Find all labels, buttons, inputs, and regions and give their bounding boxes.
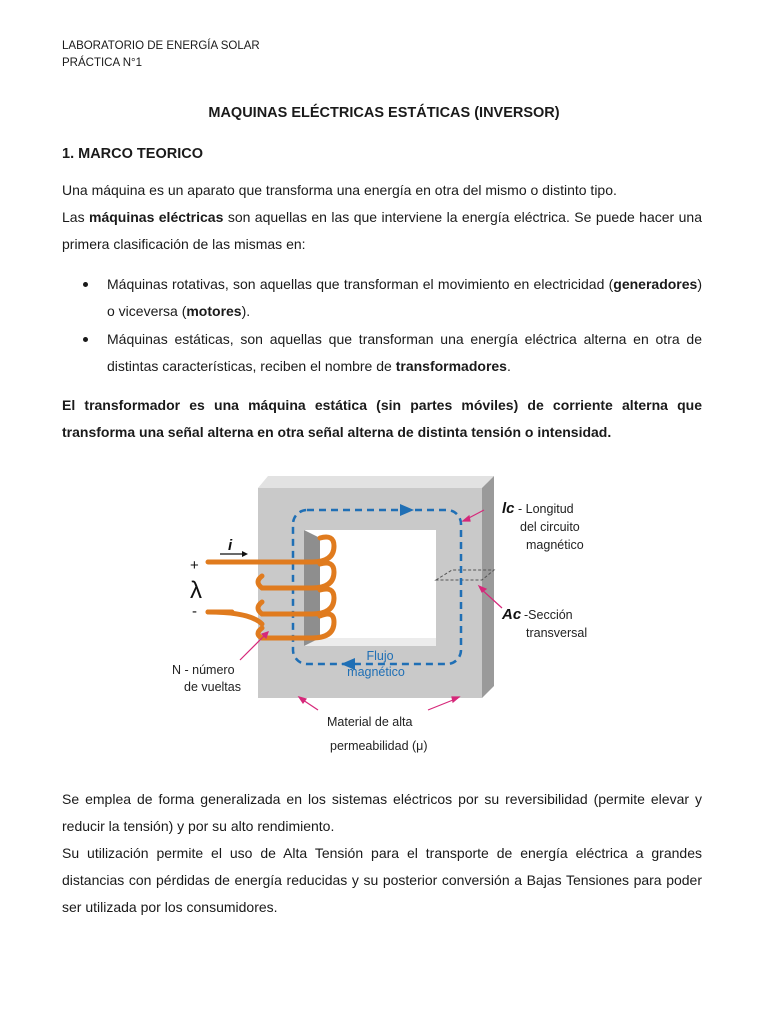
material-label-line-2: permeabilidad (μ) [330, 739, 428, 753]
closing-text [62, 786, 702, 921]
bullet-text: ). [241, 303, 251, 319]
section-heading: 1. MARCO TEORICO [62, 146, 203, 162]
lambda-symbol: λ [190, 577, 202, 604]
ac-label-line-2: transversal [526, 626, 588, 640]
document-header [62, 38, 260, 72]
flux-label-line-1: Flujo [366, 649, 394, 663]
header-practice: PRÁCTICA N°1 [62, 57, 143, 69]
current-symbol: i [228, 537, 233, 554]
ac-label-line-1: -Sección [524, 608, 573, 622]
list-item [62, 271, 702, 325]
closing-paragraph-2: Su utilización permite el uso de Alta Tensión para el transporte de energía eléctrica a grandes distancias con pérdidas de energía reducidas y su posterior conversión a Bajas Tensiones para poder ser utilizada por los consumidores. [62, 845, 702, 915]
intro-text-a: Las [62, 209, 89, 225]
list-item [62, 326, 702, 380]
intro-text-c: son aquellas en las que interviene la energía eléctrica. Se puede hacer una primera clasificación de las mismas en: [62, 209, 702, 252]
lc-label-line-3: magnético [526, 538, 584, 552]
lc-label-line-1: - Longitud [518, 502, 574, 516]
bullet-text: . [506, 358, 511, 374]
intro-paragraph-1: Una máquina es un aparato que transforma una energía en otra del mismo o distinto tipo. [62, 182, 617, 198]
bullet-icon [83, 337, 88, 342]
intro-text-bold: máquinas eléctricas [89, 209, 224, 225]
material-label-line-1: Material de alta [327, 715, 413, 729]
transformer-diagram [170, 470, 600, 760]
ac-symbol: Ac [502, 606, 522, 623]
intro-text [62, 177, 702, 258]
machine-types-list [62, 271, 702, 381]
plus-terminal: + [190, 557, 199, 574]
header-lab: LABORATORIO DE ENERGÍA SOLAR [62, 40, 260, 52]
bullet-bold: transformadores [395, 358, 507, 374]
core-side-face [482, 476, 494, 698]
bullet-text: Máquinas estáticas, son aquellas que transforman una energía eléctrica alterna en otra de distintas características, reciben el nombre de [107, 331, 702, 374]
bullet-bold: generadores [613, 276, 698, 292]
page-title: MAQUINAS ELÉCTRICAS ESTÁTICAS (INVERSOR) [208, 105, 560, 121]
bullet-icon [83, 282, 88, 287]
core-window [320, 538, 436, 638]
intro-paragraph-2 [62, 204, 702, 258]
bullet-bold: motores [186, 303, 242, 319]
flux-label-line-2: magnético [347, 665, 405, 679]
transformer-definition: El transformador es una máquina estática (sin partes móviles) de corriente alterna que transforma una señal alterna en otra señal alterna de distinta tensión o intensidad. [62, 397, 702, 440]
closing-paragraph-1: Se emplea de forma generalizada en los sistemas eléctricos por su reversibilidad (permite elevar y reducir la tensión) y por su alto rendimiento. [62, 791, 702, 834]
lc-label-line-2: del circuito [520, 520, 580, 534]
bullet-text: Máquinas rotativas, son aquellas que transforman el movimiento en electricidad ( [107, 276, 614, 292]
minus-terminal: - [192, 603, 197, 620]
turns-label-line-1: N - número [172, 663, 235, 677]
turns-label-line-2: de vueltas [184, 680, 241, 694]
window-shade-bottom [304, 638, 436, 646]
core-top-bevel [258, 476, 494, 488]
bullet-text: ) o viceversa ( [107, 276, 702, 319]
current-arrowhead-icon [242, 551, 248, 557]
lc-symbol: lc [502, 500, 515, 517]
